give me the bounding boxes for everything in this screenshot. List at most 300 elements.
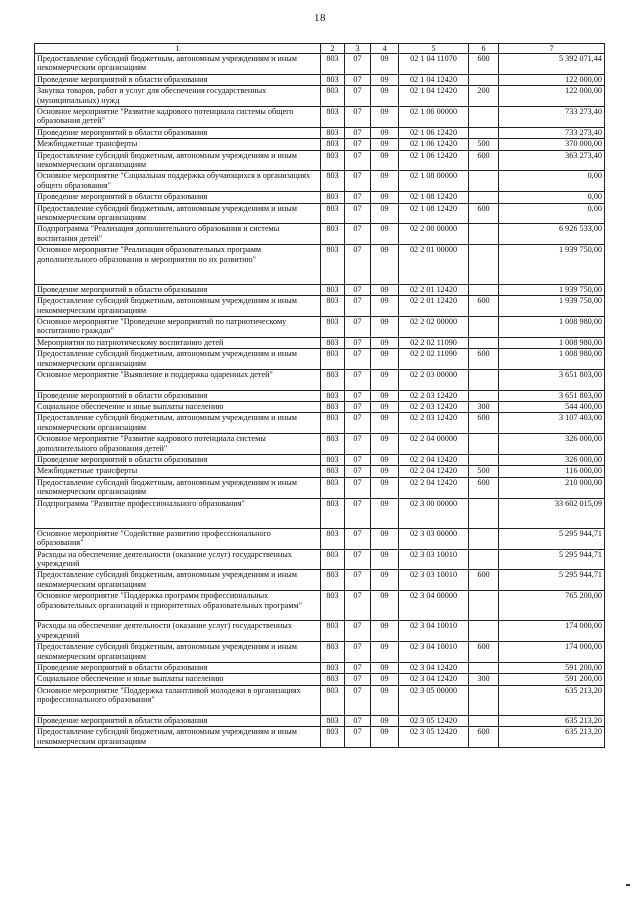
row-type-cell: 600 (469, 413, 499, 434)
row-col4-cell: 09 (371, 224, 399, 245)
row-name-cell: Предоставление субсидий бюджетным, автономным учреждениям и иным некоммерческим организациям (35, 54, 321, 75)
row-col3-cell: 07 (345, 171, 371, 192)
row-code-cell: 02 2 01 00000 (399, 245, 469, 285)
row-name-cell: Расходы на обеспечение деятельности (оказание услуг) государственных учреждений (35, 549, 321, 570)
table-row (35, 528, 605, 549)
row-col2-cell: 803 (321, 390, 345, 401)
row-code-cell: 02 2 04 12420 (399, 455, 469, 466)
row-amount-cell: 370 000,00 (499, 139, 605, 150)
row-amount-cell: 635 213,20 (499, 715, 605, 726)
row-col4-cell: 09 (371, 74, 399, 85)
row-code-cell: 02 1 08 12420 (399, 203, 469, 224)
row-name-cell: Проведение мероприятий в области образования (35, 715, 321, 726)
row-type-cell (469, 74, 499, 85)
row-type-cell: 600 (469, 54, 499, 75)
row-col3-cell: 07 (345, 455, 371, 466)
row-name-cell: Расходы на обеспечение деятельности (оказание услуг) государственных учреждений (35, 621, 321, 642)
page-number: 18 (314, 12, 326, 24)
row-type-cell (469, 284, 499, 295)
table-row (35, 296, 605, 317)
table-row (35, 106, 605, 127)
row-type-cell: 300 (469, 674, 499, 685)
row-name-cell: Проведение мероприятий в области образования (35, 284, 321, 295)
row-col2-cell: 803 (321, 284, 345, 295)
row-amount-cell: 174 000,00 (499, 621, 605, 642)
table-row (35, 434, 605, 455)
table-row (35, 74, 605, 85)
row-amount-cell: 0,00 (499, 192, 605, 203)
row-code-cell: 02 3 03 10010 (399, 549, 469, 570)
row-col3-cell: 07 (345, 139, 371, 150)
row-col2-cell: 803 (321, 642, 345, 663)
row-code-cell: 02 2 02 00000 (399, 316, 469, 337)
row-col4-cell: 09 (371, 369, 399, 390)
row-name-cell: Основное мероприятие "Развитие кадрового потенциала системы общего образования детей" (35, 106, 321, 127)
row-code-cell: 02 3 05 12420 (399, 727, 469, 748)
row-code-cell: 02 2 01 12420 (399, 284, 469, 295)
table-row (35, 715, 605, 726)
row-type-cell (469, 434, 499, 455)
row-type-cell (469, 171, 499, 192)
row-amount-cell: 5 295 944,71 (499, 528, 605, 549)
row-col3-cell: 07 (345, 477, 371, 498)
table-row (35, 337, 605, 348)
row-type-cell: 600 (469, 150, 499, 171)
row-type-cell (469, 224, 499, 245)
row-name-cell: Подпрограмма "Реализация дополнительного образования и системы воспитания детей" (35, 224, 321, 245)
table-row (35, 86, 605, 107)
row-name-cell: Предоставление субсидий бюджетным, автономным учреждениям и иным некоммерческим организациям (35, 413, 321, 434)
row-code-cell: 02 2 04 00000 (399, 434, 469, 455)
row-amount-cell: 33 602 015,09 (499, 498, 605, 528)
row-col4-cell: 09 (371, 498, 399, 528)
row-name-cell: Социальное обеспечение и иные выплаты населению (35, 402, 321, 413)
row-col4-cell: 09 (371, 150, 399, 171)
row-col2-cell: 803 (321, 369, 345, 390)
row-amount-cell: 3 651 803,00 (499, 369, 605, 390)
row-col3-cell: 07 (345, 685, 371, 715)
table-header-row (35, 44, 605, 54)
row-amount-cell: 635 213,20 (499, 685, 605, 715)
row-name-cell: Предоставление субсидий бюджетным, автономным учреждениям и иным некоммерческим организациям (35, 727, 321, 748)
row-name-cell: Межбюджетные трансферты (35, 139, 321, 150)
row-code-cell: 02 3 04 10010 (399, 621, 469, 642)
row-col3-cell: 07 (345, 150, 371, 171)
row-col4-cell: 09 (371, 466, 399, 477)
table-row (35, 203, 605, 224)
row-col4-cell: 09 (371, 434, 399, 455)
table-row (35, 455, 605, 466)
row-type-cell (469, 106, 499, 127)
row-name-cell: Проведение мероприятий в области образования (35, 663, 321, 674)
row-col4-cell: 09 (371, 685, 399, 715)
row-col2-cell: 803 (321, 171, 345, 192)
row-amount-cell: 1 939 750,00 (499, 245, 605, 285)
row-amount-cell: 1 939 750,00 (499, 284, 605, 295)
row-type-cell (469, 316, 499, 337)
row-amount-cell: 363 273,40 (499, 150, 605, 171)
row-amount-cell: 591 200,00 (499, 663, 605, 674)
row-col2-cell: 803 (321, 337, 345, 348)
row-type-cell: 200 (469, 86, 499, 107)
row-amount-cell: 326 000,00 (499, 434, 605, 455)
row-code-cell: 02 3 04 00000 (399, 591, 469, 621)
row-col2-cell: 803 (321, 316, 345, 337)
row-col3-cell: 07 (345, 591, 371, 621)
row-code-cell: 02 2 03 00000 (399, 369, 469, 390)
table-row (35, 316, 605, 337)
table-row (35, 413, 605, 434)
row-col4-cell: 09 (371, 54, 399, 75)
row-col2-cell: 803 (321, 477, 345, 498)
row-name-cell: Предоставление субсидий бюджетным, автономным учреждениям и иным некоммерческим организациям (35, 349, 321, 370)
row-amount-cell: 3 651 803,00 (499, 390, 605, 401)
row-name-cell: Проведение мероприятий в области образования (35, 127, 321, 138)
row-type-cell (469, 390, 499, 401)
row-col2-cell: 803 (321, 74, 345, 85)
row-type-cell: 600 (469, 642, 499, 663)
row-col3-cell: 07 (345, 316, 371, 337)
row-col3-cell: 07 (345, 727, 371, 748)
table-row (35, 150, 605, 171)
row-code-cell: 02 1 08 12420 (399, 192, 469, 203)
row-name-cell: Предоставление субсидий бюджетным, автономным учреждениям и иным некоммерческим организациям (35, 203, 321, 224)
row-col4-cell: 09 (371, 390, 399, 401)
row-col4-cell: 09 (371, 402, 399, 413)
row-amount-cell: 1 939 750,00 (499, 296, 605, 317)
row-type-cell (469, 245, 499, 285)
column-header: 1 (35, 44, 321, 54)
table-row (35, 54, 605, 75)
scan-mark (626, 884, 630, 886)
table-row (35, 642, 605, 663)
row-type-cell (469, 337, 499, 348)
row-name-cell: Основное мероприятие "Реализация образовательных программ дополнительного образования и мероприятия по их развитию" (35, 245, 321, 285)
row-name-cell: Проведение мероприятий в области образования (35, 74, 321, 85)
row-name-cell: Проведение мероприятий в области образования (35, 192, 321, 203)
row-code-cell: 02 3 04 12420 (399, 674, 469, 685)
row-col3-cell: 07 (345, 284, 371, 295)
row-code-cell: 02 2 04 12420 (399, 466, 469, 477)
table-row (35, 284, 605, 295)
row-amount-cell: 0,00 (499, 171, 605, 192)
row-name-cell: Закупка товаров, работ и услуг для обеспечения государственных (муниципальных) нужд (35, 86, 321, 107)
row-name-cell: Основное мероприятие "Проведение мероприятий по патриотическому воспитанию граждан" (35, 316, 321, 337)
row-col4-cell: 09 (371, 621, 399, 642)
row-name-cell: Основное мероприятие "Социальная поддержка обучающихся в организациях общего образования" (35, 171, 321, 192)
row-amount-cell: 635 213,20 (499, 727, 605, 748)
row-code-cell: 02 2 03 12420 (399, 390, 469, 401)
row-type-cell: 500 (469, 139, 499, 150)
row-code-cell: 02 2 04 12420 (399, 477, 469, 498)
row-type-cell (469, 591, 499, 621)
row-col4-cell: 09 (371, 337, 399, 348)
row-type-cell (469, 455, 499, 466)
row-code-cell: 02 2 00 00000 (399, 224, 469, 245)
row-col2-cell: 803 (321, 139, 345, 150)
row-type-cell (469, 369, 499, 390)
row-col2-cell: 803 (321, 434, 345, 455)
row-col2-cell: 803 (321, 86, 345, 107)
row-name-cell: Основное мероприятие "Поддержка программ профессиональных образовательных организаций и приоритетных образовательных программ" (35, 591, 321, 621)
row-amount-cell: 5 295 944,71 (499, 549, 605, 570)
row-amount-cell: 122 000,00 (499, 74, 605, 85)
row-col3-cell: 07 (345, 642, 371, 663)
row-col4-cell: 09 (371, 316, 399, 337)
row-col4-cell: 09 (371, 284, 399, 295)
row-col4-cell: 09 (371, 203, 399, 224)
row-col3-cell: 07 (345, 106, 371, 127)
row-code-cell: 02 1 06 00000 (399, 106, 469, 127)
row-col2-cell: 803 (321, 150, 345, 171)
row-col3-cell: 07 (345, 296, 371, 317)
row-name-cell: Предоставление субсидий бюджетным, автономным учреждениям и иным некоммерческим организациям (35, 150, 321, 171)
table-row (35, 621, 605, 642)
row-col2-cell: 803 (321, 663, 345, 674)
row-code-cell: 02 1 06 12420 (399, 127, 469, 138)
table-row (35, 685, 605, 715)
row-col3-cell: 07 (345, 337, 371, 348)
table-row (35, 549, 605, 570)
row-col2-cell: 803 (321, 413, 345, 434)
row-name-cell: Проведение мероприятий в области образования (35, 390, 321, 401)
row-name-cell: Основное мероприятие "Поддержка талантливой молодежи в организациях профессионального образования" (35, 685, 321, 715)
row-col4-cell: 09 (371, 477, 399, 498)
row-amount-cell: 544 400,00 (499, 402, 605, 413)
row-code-cell: 02 1 04 11070 (399, 54, 469, 75)
row-name-cell: Проведение мероприятий в области образования (35, 455, 321, 466)
row-type-cell: 600 (469, 727, 499, 748)
row-col2-cell: 803 (321, 715, 345, 726)
row-col4-cell: 09 (371, 296, 399, 317)
row-code-cell: 02 1 04 12420 (399, 74, 469, 85)
row-col2-cell: 803 (321, 349, 345, 370)
row-code-cell: 02 3 04 10010 (399, 642, 469, 663)
row-amount-cell: 0,00 (499, 203, 605, 224)
row-col2-cell: 803 (321, 528, 345, 549)
row-col3-cell: 07 (345, 245, 371, 285)
row-code-cell: 02 2 01 12420 (399, 296, 469, 317)
table-row (35, 498, 605, 528)
row-type-cell: 600 (469, 570, 499, 591)
row-code-cell: 02 1 08 00000 (399, 171, 469, 192)
row-col4-cell: 09 (371, 86, 399, 107)
row-name-cell: Мероприятия по патриотическому воспитанию детей (35, 337, 321, 348)
row-amount-cell: 6 926 533,00 (499, 224, 605, 245)
row-col3-cell: 07 (345, 203, 371, 224)
row-col3-cell: 07 (345, 498, 371, 528)
row-col4-cell: 09 (371, 570, 399, 591)
table-row (35, 591, 605, 621)
row-col2-cell: 803 (321, 224, 345, 245)
row-col2-cell: 803 (321, 402, 345, 413)
row-amount-cell: 5 295 944,71 (499, 570, 605, 591)
row-col2-cell: 803 (321, 296, 345, 317)
row-col2-cell: 803 (321, 674, 345, 685)
row-type-cell (469, 685, 499, 715)
row-col4-cell: 09 (371, 642, 399, 663)
row-col4-cell: 09 (371, 413, 399, 434)
row-type-cell (469, 549, 499, 570)
row-amount-cell: 210 000,00 (499, 477, 605, 498)
row-col2-cell: 803 (321, 466, 345, 477)
row-col4-cell: 09 (371, 663, 399, 674)
row-col2-cell: 803 (321, 549, 345, 570)
row-code-cell: 02 3 04 12420 (399, 663, 469, 674)
row-col3-cell: 07 (345, 663, 371, 674)
row-type-cell: 500 (469, 466, 499, 477)
row-col2-cell: 803 (321, 54, 345, 75)
row-name-cell: Предоставление субсидий бюджетным, автономным учреждениям и иным некоммерческим организациям (35, 477, 321, 498)
row-amount-cell: 326 000,00 (499, 455, 605, 466)
column-header: 6 (469, 44, 499, 54)
row-name-cell: Предоставление субсидий бюджетным, автономным учреждениям и иным некоммерческим организациям (35, 642, 321, 663)
row-code-cell: 02 3 05 00000 (399, 685, 469, 715)
row-amount-cell: 733 273,40 (499, 127, 605, 138)
row-col3-cell: 07 (345, 413, 371, 434)
row-col2-cell: 803 (321, 192, 345, 203)
table-row (35, 171, 605, 192)
table-row (35, 570, 605, 591)
row-col4-cell: 09 (371, 127, 399, 138)
row-amount-cell: 174 000,00 (499, 642, 605, 663)
column-header: 4 (371, 44, 399, 54)
row-col4-cell: 09 (371, 591, 399, 621)
row-type-cell: 600 (469, 203, 499, 224)
row-code-cell: 02 3 00 00000 (399, 498, 469, 528)
row-col3-cell: 07 (345, 349, 371, 370)
row-type-cell: 300 (469, 402, 499, 413)
row-col4-cell: 09 (371, 349, 399, 370)
row-name-cell: Предоставление субсидий бюджетным, автономным учреждениям и иным некоммерческим организациям (35, 570, 321, 591)
table-row (35, 369, 605, 390)
row-code-cell: 02 3 03 10010 (399, 570, 469, 591)
row-code-cell: 02 2 03 12420 (399, 402, 469, 413)
row-col2-cell: 803 (321, 727, 345, 748)
row-type-cell (469, 663, 499, 674)
row-col4-cell: 09 (371, 139, 399, 150)
row-col4-cell: 09 (371, 192, 399, 203)
row-code-cell: 02 1 06 12420 (399, 139, 469, 150)
row-col3-cell: 07 (345, 434, 371, 455)
table-row (35, 390, 605, 401)
row-col3-cell: 07 (345, 192, 371, 203)
row-type-cell (469, 715, 499, 726)
row-col4-cell: 09 (371, 106, 399, 127)
row-type-cell (469, 621, 499, 642)
row-type-cell (469, 127, 499, 138)
table-row (35, 727, 605, 748)
column-header: 3 (345, 44, 371, 54)
row-amount-cell: 591 200,00 (499, 674, 605, 685)
row-amount-cell: 3 107 403,00 (499, 413, 605, 434)
column-header: 7 (499, 44, 605, 54)
row-name-cell: Предоставление субсидий бюджетным, автономным учреждениям и иным некоммерческим организациям (35, 296, 321, 317)
row-name-cell: Межбюджетные трансферты (35, 466, 321, 477)
row-col2-cell: 803 (321, 245, 345, 285)
row-code-cell: 02 2 03 12420 (399, 413, 469, 434)
row-code-cell: 02 2 02 11090 (399, 349, 469, 370)
row-col4-cell: 09 (371, 727, 399, 748)
column-header: 2 (321, 44, 345, 54)
row-amount-cell: 765 200,00 (499, 591, 605, 621)
table-row (35, 192, 605, 203)
row-name-cell: Подпрограмма "Развитие профессионального образования" (35, 498, 321, 528)
row-col3-cell: 07 (345, 466, 371, 477)
row-amount-cell: 116 000,00 (499, 466, 605, 477)
row-amount-cell: 1 008 980,00 (499, 337, 605, 348)
row-name-cell: Социальное обеспечение и иные выплаты населению (35, 674, 321, 685)
row-col3-cell: 07 (345, 528, 371, 549)
column-header: 5 (399, 44, 469, 54)
row-name-cell: Основное мероприятие "Развитие кадрового потенциала системы дополнительного образования детей" (35, 434, 321, 455)
row-col4-cell: 09 (371, 528, 399, 549)
row-type-cell: 600 (469, 349, 499, 370)
row-amount-cell: 1 008 980,00 (499, 349, 605, 370)
row-col4-cell: 09 (371, 455, 399, 466)
row-type-cell (469, 192, 499, 203)
row-col2-cell: 803 (321, 591, 345, 621)
row-col4-cell: 09 (371, 715, 399, 726)
table-row (35, 477, 605, 498)
row-col3-cell: 07 (345, 224, 371, 245)
table-row (35, 127, 605, 138)
row-amount-cell: 733 273,40 (499, 106, 605, 127)
row-type-cell: 600 (469, 477, 499, 498)
row-col3-cell: 07 (345, 402, 371, 413)
row-amount-cell: 1 008 980,00 (499, 316, 605, 337)
row-code-cell: 02 1 06 12420 (399, 150, 469, 171)
row-amount-cell: 122 000,00 (499, 86, 605, 107)
row-col3-cell: 07 (345, 86, 371, 107)
row-type-cell: 600 (469, 296, 499, 317)
row-col4-cell: 09 (371, 245, 399, 285)
row-col3-cell: 07 (345, 570, 371, 591)
table-row (35, 466, 605, 477)
row-col4-cell: 09 (371, 171, 399, 192)
row-type-cell (469, 528, 499, 549)
row-col4-cell: 09 (371, 549, 399, 570)
table-row (35, 245, 605, 285)
row-code-cell: 02 2 02 11090 (399, 337, 469, 348)
row-col3-cell: 07 (345, 549, 371, 570)
budget-table (34, 43, 605, 748)
table-body (35, 54, 605, 748)
row-name-cell: Основное мероприятие "Содействие развитию профессионального образования" (35, 528, 321, 549)
row-col2-cell: 803 (321, 570, 345, 591)
row-code-cell: 02 3 03 00000 (399, 528, 469, 549)
row-col3-cell: 07 (345, 390, 371, 401)
row-col3-cell: 07 (345, 127, 371, 138)
table-row (35, 349, 605, 370)
row-col2-cell: 803 (321, 127, 345, 138)
row-col3-cell: 07 (345, 369, 371, 390)
row-code-cell: 02 1 04 12420 (399, 86, 469, 107)
table-row (35, 139, 605, 150)
row-col3-cell: 07 (345, 621, 371, 642)
row-col3-cell: 07 (345, 715, 371, 726)
table-row (35, 224, 605, 245)
row-amount-cell: 5 392 071,44 (499, 54, 605, 75)
row-col2-cell: 803 (321, 621, 345, 642)
row-col2-cell: 803 (321, 498, 345, 528)
table-row (35, 674, 605, 685)
row-col2-cell: 803 (321, 455, 345, 466)
row-type-cell (469, 498, 499, 528)
row-name-cell: Основное мероприятие "Выявление и поддержка одаренных детей" (35, 369, 321, 390)
table-row (35, 663, 605, 674)
row-col2-cell: 803 (321, 106, 345, 127)
